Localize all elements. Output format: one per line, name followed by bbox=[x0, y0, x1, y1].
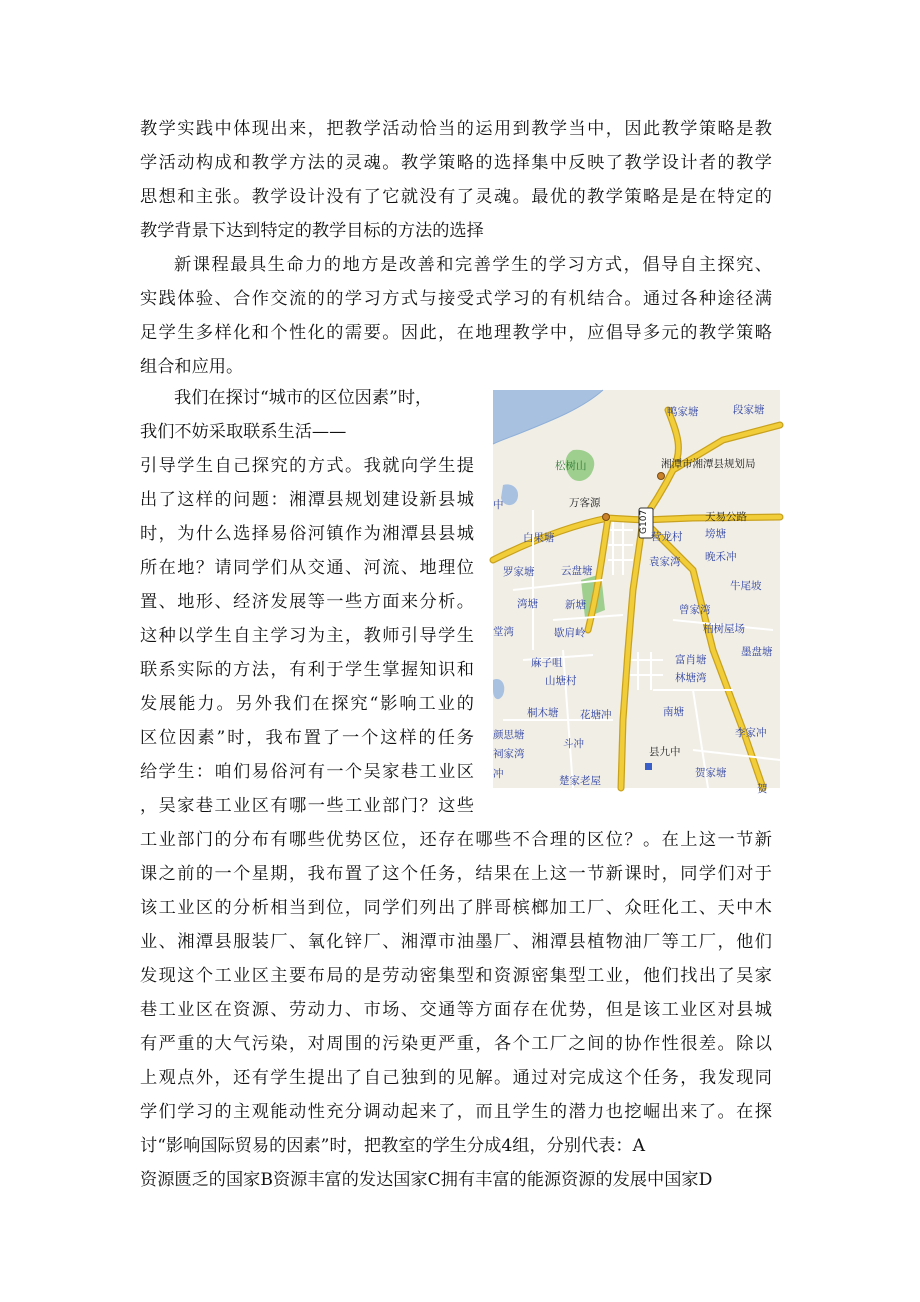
text-line: 思想和主张。教学设计没有了它就没有了灵魂。最优的教学策略是是在特定的 bbox=[140, 187, 772, 207]
text-line: 课之前的一个星期，我布置了这个任务，结果在上这一节新课时，同学们对于 bbox=[140, 864, 772, 884]
map-label: 山塘村 bbox=[545, 675, 577, 687]
map-label: 颜思塘 bbox=[493, 729, 525, 741]
map-label: 李家冲 bbox=[735, 727, 767, 739]
map-label: 松树山 bbox=[555, 460, 587, 472]
text-line: 上观点外，还有学生提出了自己独到的见解。通过对完成这个任务，我发现同 bbox=[140, 1068, 772, 1088]
lake bbox=[493, 679, 504, 699]
poi-marker bbox=[658, 473, 665, 480]
text-line: 资源匮乏的国家B资源丰富的发达国家C拥有丰富的能源资源的发展中国家D bbox=[140, 1170, 713, 1190]
map-label: 罗家塘 bbox=[503, 566, 535, 578]
map-label: 墨盘塘 bbox=[741, 646, 773, 658]
map-label: 柏树屋场 bbox=[703, 623, 745, 635]
map-label: 湾塘 bbox=[517, 598, 538, 610]
text-line: 巷工业区在资源、劳动力、市场、交通等方面存在优势，但是该工业区对县城 bbox=[140, 1000, 772, 1020]
text-line: 有严重的大气污染，对周围的污染更严重，各个工厂之间的协作性很差。除以 bbox=[140, 1034, 772, 1054]
map-label: 天易公路 bbox=[705, 511, 747, 523]
text-line: 学们学习的主观能动性充分调动起来了，而且学生的潜力也挖崛出来了。在探 bbox=[140, 1102, 772, 1122]
map-label: 楚家老屋 bbox=[559, 775, 601, 787]
text-line: 置、地形、经济发展等一些方面来分析。 bbox=[140, 592, 474, 612]
poi-marker bbox=[603, 514, 610, 521]
minor-streets bbox=[608, 520, 663, 690]
map-label: G107 bbox=[639, 509, 649, 534]
text-line: 给学生：咱们易俗河有一个吴家巷工业区 bbox=[140, 762, 474, 782]
river bbox=[493, 390, 603, 444]
map-label: 麻子咀 bbox=[531, 657, 563, 669]
map-label: 云盘塘 bbox=[561, 565, 593, 577]
map-label: 祠家湾 bbox=[493, 748, 525, 760]
map-label: 曾家湾 bbox=[679, 604, 711, 616]
text-line: 引导学生自己探究的方式。我就向学生提 bbox=[140, 456, 474, 476]
text-line: 讨“影响国际贸易的因素”时，把教室的学生分成4组，分别代表：A bbox=[140, 1136, 645, 1156]
text-line: 发现这个工业区主要布局的是劳动密集型和资源密集型工业，他们找出了吴家 bbox=[140, 966, 772, 986]
map-label: 斗冲 bbox=[563, 738, 584, 750]
map-label: 牛尾坡 bbox=[730, 580, 762, 592]
text-line: 学活动构成和教学方法的灵魂。教学策略的选择集中反映了教学设计者的教学 bbox=[140, 153, 772, 173]
text-line: 该工业区的分析相当到位，同学们列出了胖哥槟榔加工厂、众旺化工、天中木 bbox=[140, 898, 772, 918]
map-label: 林塘湾 bbox=[675, 672, 707, 684]
text-line: 教学背景下达到特定的教学目标的方法的选择 bbox=[140, 221, 484, 241]
city-map bbox=[493, 390, 780, 795]
text-line: 足学生多样化和个性化的需要。因此，在地理教学中，应倡导多元的教学策略 bbox=[140, 323, 772, 343]
map-label: 冲 bbox=[493, 768, 504, 780]
text-line: 联系实际的方法，有利于学生掌握知识和 bbox=[140, 660, 474, 680]
map-label: 贺 bbox=[757, 783, 768, 795]
map-label: 段家塘 bbox=[733, 404, 765, 416]
text-line: 实践体验、合作交流的的学习方式与接受式学习的有机结合。通过各种途径满 bbox=[140, 289, 772, 309]
map-label: 新塘 bbox=[565, 599, 586, 611]
text-line: 出了这样的问题：湘潭县规划建设新县城 bbox=[140, 490, 474, 510]
text-line: 所在地？请同学们从交通、河流、地理位 bbox=[140, 558, 474, 578]
text-line: 教学实践中体现出来，把教学活动恰当的运用到教学当中，因此教学策略是教 bbox=[140, 119, 772, 139]
map-label: 花塘冲 bbox=[580, 709, 612, 721]
map-label: 湘潭市湘潭县规划局 bbox=[661, 458, 756, 470]
text-line: 业、湘潭县服装厂、氧化锌厂、湘潭市油墨厂、湘潭县植物油厂等工厂，他们 bbox=[140, 932, 772, 952]
text-line: 区位因素”时，我布置了一个这样的任务 bbox=[140, 728, 474, 748]
map-label: 营龙村 bbox=[651, 531, 683, 543]
map-label: 晚禾冲 bbox=[705, 551, 737, 563]
map-label: 桐木塘 bbox=[527, 707, 559, 719]
map-label: 白果塘 bbox=[523, 532, 555, 544]
text-line: ，吴家巷工业区有哪一些工业部门？这些 bbox=[140, 796, 474, 816]
map-label: 南塘 bbox=[663, 706, 684, 718]
map-label: 万客源 bbox=[569, 497, 601, 509]
text-line: 这种以学生自主学习为主，教师引导学生 bbox=[140, 626, 474, 646]
text-line: 组合和应用。 bbox=[140, 357, 244, 377]
map-label: 鸭家塘 bbox=[667, 406, 699, 418]
text-line: 我们在探讨“城市的区位因素”时， bbox=[174, 388, 433, 408]
map-label: 中 bbox=[493, 499, 504, 511]
map-label: 塝塘 bbox=[705, 528, 726, 540]
map-label: 富肖塘 bbox=[675, 654, 707, 666]
text-line: 我们不妨采取联系生活—— bbox=[140, 422, 347, 442]
text-line: 新课程最具生命力的地方是改善和完善学生的学习方式，倡导自主探究、 bbox=[174, 255, 772, 275]
map-label: 袁家湾 bbox=[649, 556, 681, 568]
map-label: 歇肩岭 bbox=[554, 627, 586, 639]
school-marker bbox=[645, 763, 652, 770]
text-line: 工业部门的分布有哪些优势区位，还存在哪些不合理的区位？。在上这一节新 bbox=[140, 830, 772, 850]
map-label: 县九中 bbox=[649, 746, 681, 758]
map-label: 堂湾 bbox=[493, 626, 514, 638]
text-line: 时，为什么选择易俗河镇作为湘潭县县城 bbox=[140, 524, 474, 544]
text-line: 发展能力。另外我们在探究“影响工业的 bbox=[140, 694, 474, 714]
map-label: 贺家塘 bbox=[695, 767, 727, 779]
